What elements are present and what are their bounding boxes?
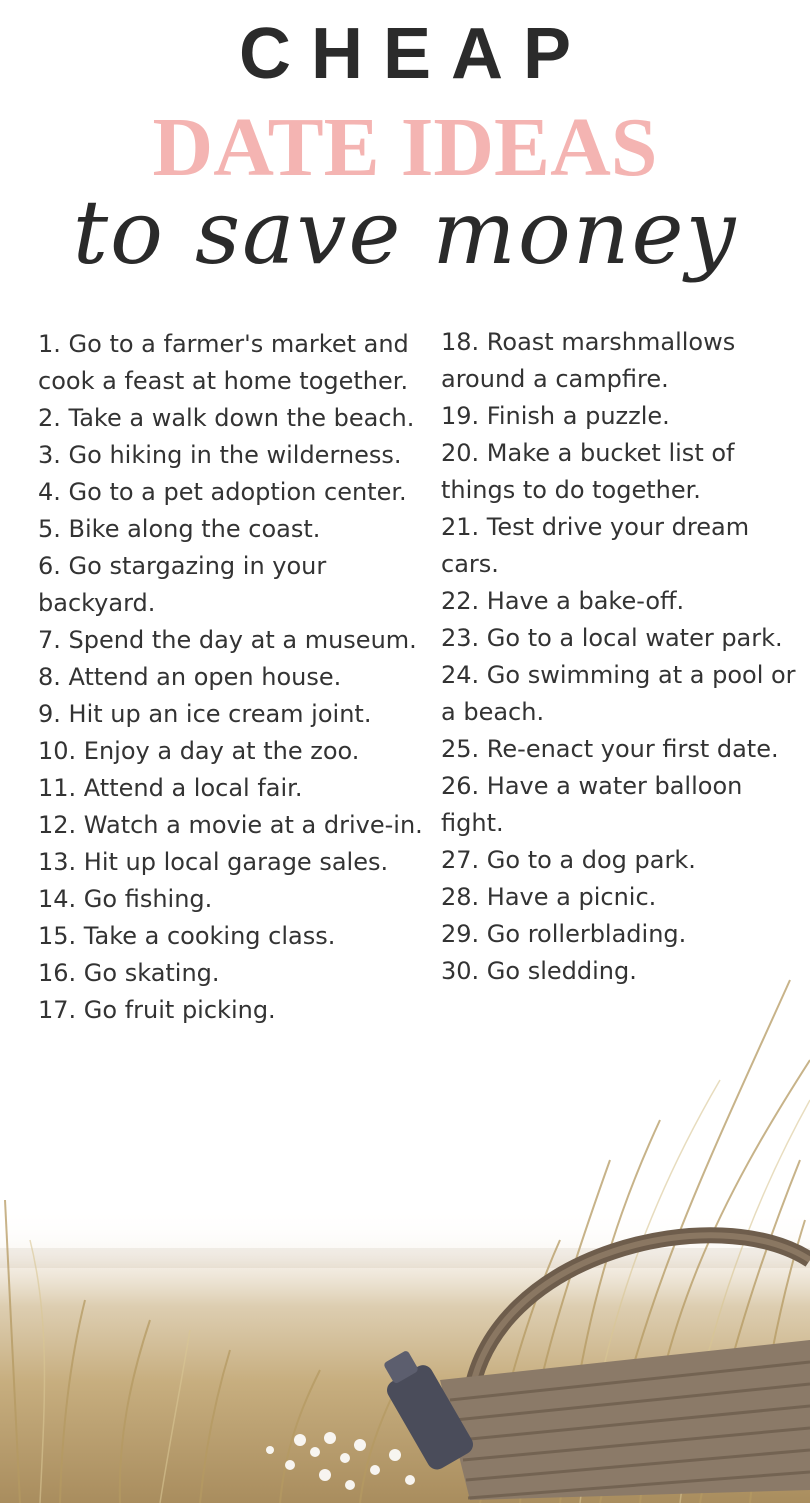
list-item: 4. Go to a pet adoption center. (38, 478, 407, 506)
list-item: 21. Test drive your dream cars. (441, 513, 750, 578)
list-item: 23. Go to a local water park. (441, 624, 783, 652)
title-cheap: CHEAP (238, 14, 592, 94)
list-item: 22. Have a bake-off. (441, 587, 685, 615)
list-item: 20. Make a bucket list of things to do together. (441, 439, 735, 504)
list-item: 10. Enjoy a day at the zoo. (38, 737, 360, 765)
list-item: 11. Attend a local fair. (38, 774, 303, 802)
list-item: 16. Go skating. (38, 959, 220, 987)
list-item: 28. Have a picnic. (441, 883, 657, 911)
list-item: 29. Go rollerblading. (441, 920, 687, 948)
ideas-list-right (441, 324, 801, 990)
list-item: 27. Go to a dog park. (441, 846, 696, 874)
list-item: 25. Re-enact your first date. (441, 735, 779, 763)
list-item: 7. Spend the day at a museum. (38, 626, 417, 654)
list-item: 3. Go hiking in the wilderness. (38, 441, 402, 469)
list-item: 30. Go sledding. (441, 957, 637, 985)
list-item: 24. Go swimming at a pool or a beach. (441, 661, 796, 726)
title-to-save-money: to save money (72, 181, 738, 284)
list-item: 14. Go fishing. (38, 885, 213, 913)
list-item: 12. Watch a movie at a drive-in. (38, 811, 423, 839)
list-item: 17. Go fruit picking. (38, 996, 276, 1024)
list-item: 8. Attend an open house. (38, 663, 342, 691)
list-item: 6. Go stargazing in your backyard. (38, 552, 327, 617)
list-item: 13. Hit up local garage sales. (38, 848, 389, 876)
list-item: 26. Have a water balloon fight. (441, 772, 743, 837)
ideas-list-left (38, 326, 428, 1029)
list-item: 15. Take a cooking class. (38, 922, 336, 950)
list-item: 1. Go to a farmer's market and cook a feast at home together. (38, 330, 409, 395)
list-item: 19. Finish a puzzle. (441, 402, 670, 430)
list-item: 18. Roast marshmallows around a campfire. (441, 328, 736, 393)
title-date-ideas: DATE IDEAS (152, 101, 658, 194)
list-item: 5. Bike along the coast. (38, 515, 321, 543)
list-item: 2. Take a walk down the beach. (38, 404, 415, 432)
list-item: 9. Hit up an ice cream joint. (38, 700, 372, 728)
